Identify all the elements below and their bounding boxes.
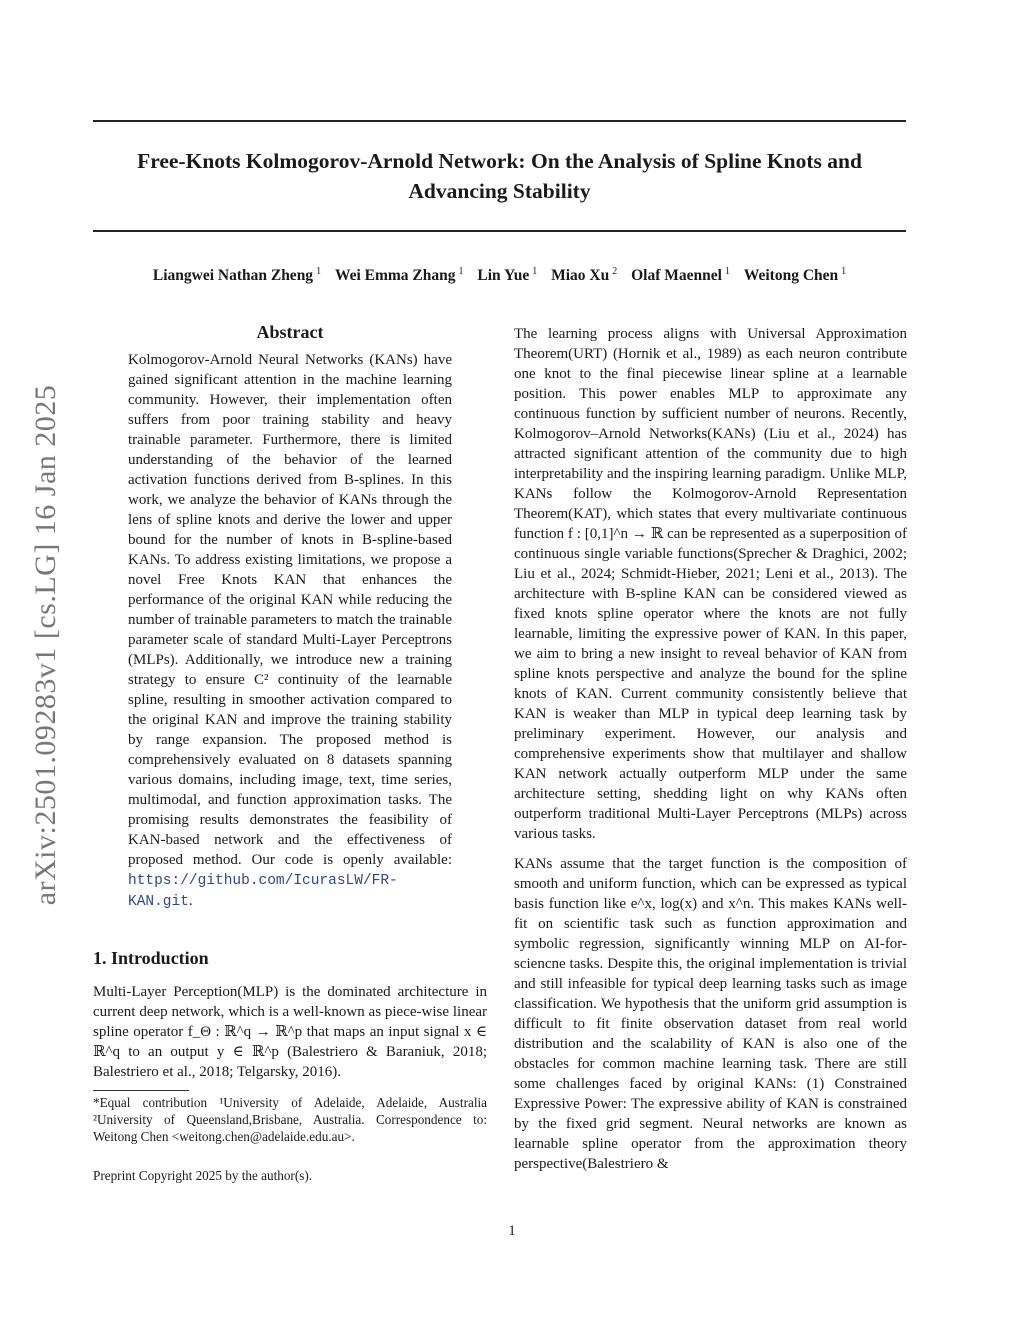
author: Wei Emma Zhang $^1$ xyxy=(334,266,464,285)
section-heading-introduction: 1. Introduction xyxy=(93,948,209,968)
paper-title xyxy=(93,146,906,206)
body-paragraph: The learning process aligns with Universal Approximation Theorem(URT) (Hornik et al., 1989) as each neuron contribute one knot to the final piecewise linear spline at a learnable position. This power enables MLP to approximate any continuous function by sufficient number of neurons. Recently, Kolmogorov–Arnold Networks(KANs) (Liu et al., 2024) has attracted significant attention of the community due to high interpretability and the inspiring learning paradigm. Unlike MLP, KANs follow the Kolmogorov-Arnold Representation Theorem(KAT), which states that every multivariate continuous function f : [0,1]^n → ℝ can be represented as a superposition of continuous single variable functions(Sprecher & Draghici, 2002; Liu et al., 2024; Schmidt-Hieber, 2021; Leni et al., 2013). The architecture with B-spline KAN can be considered viewed as fixed knots spline operator where the knots are not fully learnable, limiting the expressive power of KAN. In this paper, we aim to bring a new insight to reveal behavior of KAN from spline knots perspective and analyze the bound for the spline knots of KAN. Current community consistently believe that KAN is weaker than MLP in typical deep learning task by preliminary experiment. However, our analysis and comprehensive experiments show that multilayer and shallow KAN network actually outperform MLP under the same architecture setting, shedding light on why KANs often outperform traditional Multi-Layer Perceptrons (MLPs) across various tasks. xyxy=(514,326,907,842)
title-line-1: Free-Knots Kolmogorov-Arnold Network: On the Analysis of Spline Knots and xyxy=(137,149,862,173)
author: Liangwei Nathan Zheng $^1$ xyxy=(152,266,322,285)
footnote: *Equal contribution ¹University of Adelaide, Adelaide, Australia ²University of Queensland,Brisbane, Australia. Correspondence to: Weitong Chen <weitong.chen@adelaide.edu.au>. xyxy=(93,1095,487,1144)
author: Olaf Maennel $^1$ xyxy=(631,266,730,285)
author: Weitong Chen $^1$ xyxy=(743,266,847,285)
right-column xyxy=(514,324,907,1174)
preprint-notice: Preprint Copyright 2025 by the author(s). xyxy=(93,1168,313,1183)
arxiv-stamp: arXiv:2501.09283v1 [cs.LG] 16 Jan 2025 xyxy=(29,384,62,906)
code-link[interactable]: https://github.com/IcurasLW/FR-KAN.git xyxy=(128,873,398,910)
footnote-rule xyxy=(93,1090,189,1091)
abstract-heading: Abstract xyxy=(256,322,324,342)
intro-paragraph: Multi-Layer Perception(MLP) is the dominated architecture in current deep network, which is a well-known as piece-wise linear spline operator f_Θ : ℝ^q → ℝ^p that maps an input signal x ∈ ℝ^q to an output y ∈ ℝ^p (Balestriero & Baraniuk, 2018; Balestriero et al., 2018; Telgarsky, 2016). xyxy=(93,984,487,1080)
body-paragraph: KANs assume that the target function is the composition of smooth and uniform function, which can be expressed as typical basis function like e^x, log(x) and x^n. This makes KANs well-fit on scientific task such as function approximation and symbolic regression, significantly winning MLP on AI-for-sciencne tasks. Despite this, the original implementation is trivial and still infeasible for typical deep learning tasks such as image classification. We hypothesis that the uniform grid assumption is difficult to fit finite observation dataset from real world distribution and the scalability of KAN is also one of the obstacles for common machine learning task. There are still some challenges faced by original KANs: (1) Constrained Expressive Power: The expressive ability of KAN is constrained by the fixed grid segment. Neural networks are known as learnable spline operator from the approximation theory perspective(Balestriero & xyxy=(514,856,907,1172)
title-bottom-rule xyxy=(93,230,906,232)
author: Lin Yue $^1$ xyxy=(477,266,538,285)
author-list xyxy=(93,266,906,285)
author: Miao Xu $^2$ xyxy=(551,266,618,285)
title-top-rule xyxy=(93,120,906,122)
abstract-text: Kolmogorov-Arnold Neural Networks (KANs) have gained significant attention in the machine learning community. However, their implementation often suffers from poor training stability and heavy trainable parameter. Furthermore, there is limited understanding of the behavior of the learned activation functions derived from B-splines. In this work, we analyze the behavior of KANs through the lens of spline knots and derive the lower and upper bound for the number of knots in B-spline-based KANs. To address existing limitations, we propose a novel Free Knots KAN that enhances the performance of the original KAN while reducing the number of trainable parameters to match the trainable parameter scale of standard Multi-Layer Perceptrons (MLPs). Additionally, we introduce new a training strategy to ensure C² continuity of the learnable spline, resulting in smoother activation compared to the original KAN and improve the training stability by range expansion. The proposed method is comprehensively evaluated on 8 datasets spanning various domains, including image, text, time series, multimodal, and function approximation tasks. The promising results demonstrates the feasibility of KAN-based network and the effectiveness of proposed method. Our code is openly available: xyxy=(128,352,452,868)
page-number: 1 xyxy=(508,1223,516,1239)
left-column xyxy=(93,322,487,1186)
abstract-body: Kolmogorov-Arnold Neural Networks (KANs) have gained significant attention in the machine learning community. However, their implementation often suffers from poor training stability and heavy trainable parameter. Furthermore, there is limited understanding of the behavior of the learned activation functions derived from B-splines. In this work, we analyze the behavior of KANs through the lens of spline knots and derive the lower and upper bound for the number of knots in B-spline-based KANs. To address existing limitations, we propose a novel Free Knots KAN that enhances the performance of the original KAN while reducing the number of trainable parameters to match the trainable parameter scale of standard Multi-Layer Perceptrons (MLPs). Additionally, we introduce new a training strategy to ensure C² continuity of the learnable spline, resulting in smoother activation compared to the original KAN and improve the training stability by range expansion. The proposed method is comprehensively evaluated on 8 datasets spanning various domains, including image, text, time series, multimodal, and function approximation tasks. The promising results demonstrates the feasibility of KAN-based network and the effectiveness of proposed method. Our code is openly available: https://github.com/IcurasLW/FR-KAN.git. xyxy=(128,352,452,910)
title-line-2: Advancing Stability xyxy=(408,179,591,203)
